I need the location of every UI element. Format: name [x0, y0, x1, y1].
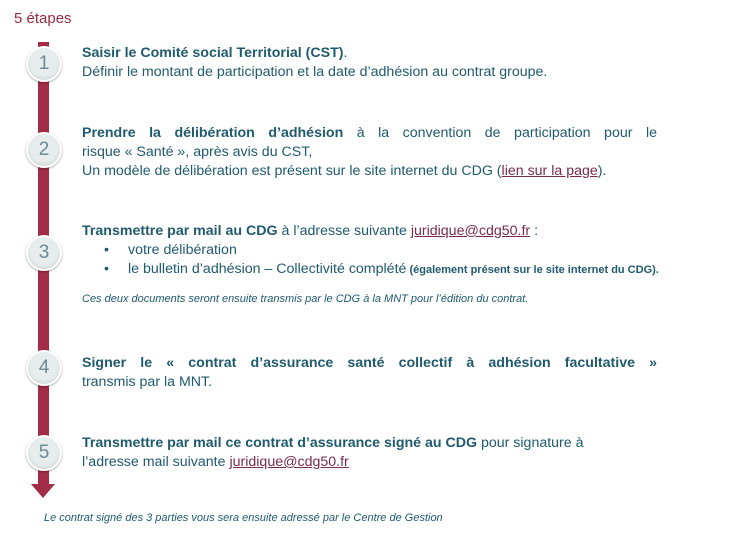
step-2-heading: Prendre la délibération d’adhésion [82, 125, 344, 141]
step-1-heading: Saisir le Comité social Territorial (CST) [82, 45, 344, 61]
page-title: 5 étapes [14, 10, 72, 27]
step-4: Signer le « contrat d’assurance santé collectif à adhésion facultative » transmis par la MNT. [82, 355, 657, 390]
list-item: • le bulletin d’adhésion – Collectivité complété (également présent sur le site internet du CDG). [128, 260, 722, 280]
step-3-badge: 3 [26, 235, 62, 271]
step-3: Transmettre par mail au CDG à l’adresse suivante juridique@cdg50.fr : • votre délibération • le bulletin d’adhésion – Collectivité complété (également présent sur le site internet du CDG). Ces deux documents seront ensuite transmis par le CDG à la MNT pour l’édition du contrat. [82, 222, 722, 309]
email-link-step-3[interactable]: juridique@cdg50.fr [410, 223, 531, 239]
step-2: Prendre la délibération d’adhésion à la convention de participation pour le risque « Santé », après avis du CST, Un modèle de délibération est présent sur le site internet du CDG (lien sur la page). [82, 125, 657, 179]
footer-note: Le contrat signé des 3 parties vous sera ensuite adressé par le Centre de Gestion [44, 512, 443, 524]
step-5-heading: Transmettre par mail ce contrat d’assurance signé au CDG [82, 435, 478, 451]
step-4-badge: 4 [26, 350, 62, 386]
email-link-step-5[interactable]: juridique@cdg50.fr [229, 454, 349, 470]
documents-list [82, 241, 722, 280]
step-1-text: Définir le montant de participation et la date d’adhésion au contrat groupe. [82, 64, 548, 80]
list-item: • votre délibération [128, 241, 722, 260]
step-3-heading: Transmettre par mail au CDG [82, 223, 278, 239]
step-1: Saisir le Comité social Territorial (CST). Définir le montant de participation et la date d’adhésion au contrat groupe. [82, 44, 672, 82]
step-2-badge: 2 [26, 132, 62, 168]
timeline-arrow-head [31, 484, 55, 498]
step-1-badge: 1 [26, 46, 62, 82]
step-5: Transmettre par mail ce contrat d’assurance signé au CDG pour signature à l’adresse mail suivante juridique@cdg50.fr [82, 435, 584, 470]
step-5-badge: 5 [26, 435, 62, 471]
step-4-heading: Signer le « contrat d’assurance santé collectif à adhésion facultative » [82, 355, 657, 371]
template-page-link[interactable]: lien sur la page [501, 163, 598, 179]
step-3-note: Ces deux documents seront ensuite transmis par le CDG à la MNT pour l’édition du contrat. [82, 293, 529, 305]
